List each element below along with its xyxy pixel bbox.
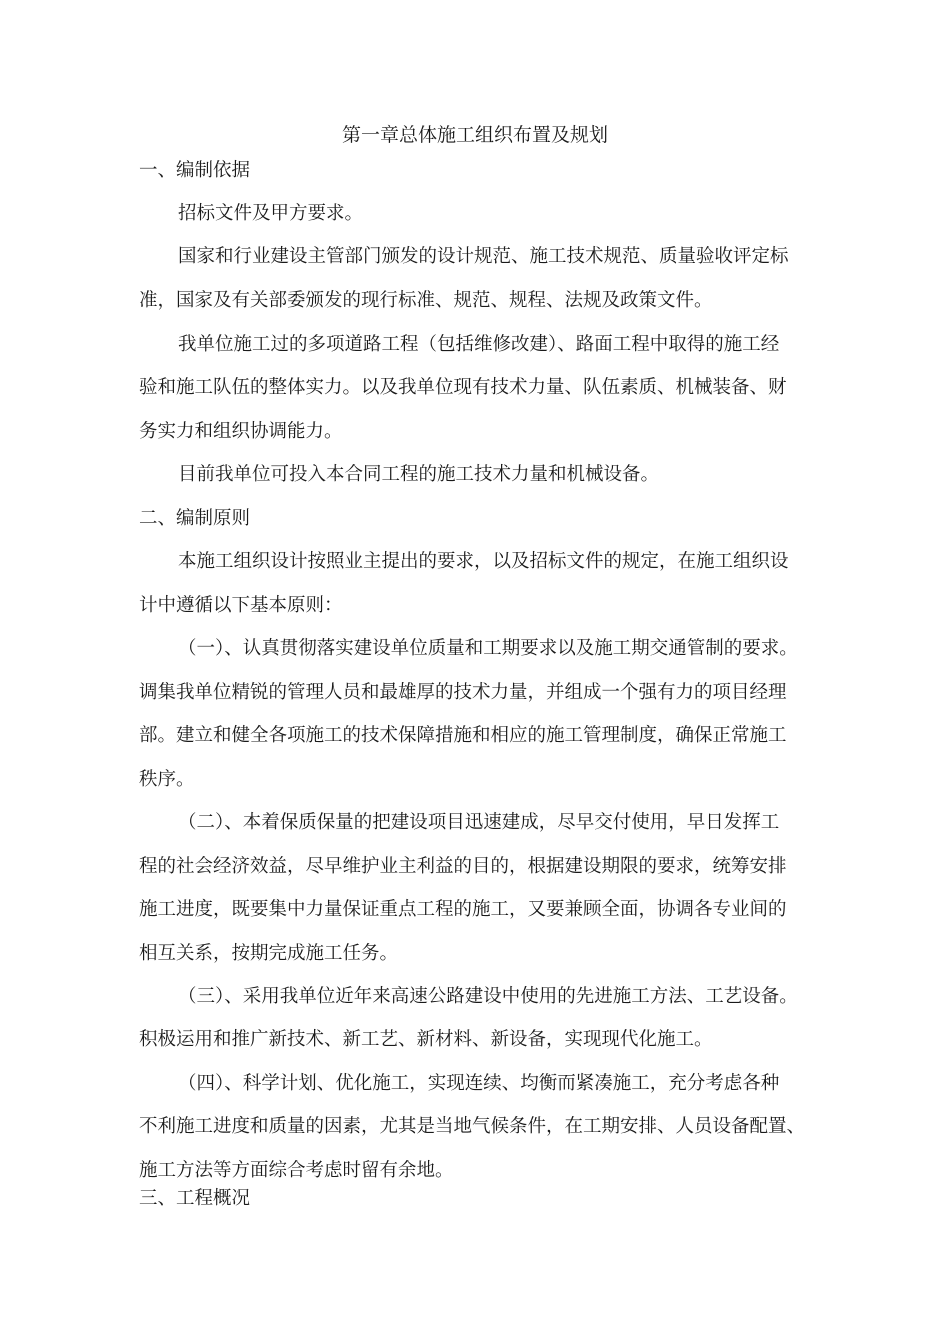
- paragraph-line: 积极运用和推广新技术、新工艺、新材料、新设备，实现现代化施工。: [139, 1029, 713, 1050]
- paragraph-line: 目前我单位可投入本合同工程的施工技术力量和机械设备。: [178, 464, 660, 485]
- section-heading-basis: 一、编制依据: [139, 160, 251, 181]
- paragraph-line: 调集我单位精锐的管理人员和最雄厚的技术力量，并组成一个强有力的项目经理: [139, 682, 787, 703]
- paragraph-line: 部。建立和健全各项施工的技术保障措施和相应的施工管理制度，确保正常施工: [139, 725, 787, 746]
- paragraph-line: （一）、认真贯彻落实建设单位质量和工期要求以及施工期交通管制的要求。: [178, 638, 798, 659]
- paragraph-line: （四）、科学计划、优化施工，实现连续、均衡而紧凑施工，充分考虑各种: [178, 1073, 780, 1094]
- paragraph-line: 秩序。: [139, 769, 195, 790]
- section-heading-overview: 三、工程概况: [139, 1188, 251, 1209]
- paragraph-line: 招标文件及甲方要求。: [178, 203, 364, 224]
- paragraph-line: 程的社会经济效益，尽早维护业主利益的目的，根据建设期限的要求，统筹安排: [139, 856, 787, 877]
- paragraph-line: 我单位施工过的多项道路工程（包括维修改建）、路面工程中取得的施工经: [178, 334, 780, 355]
- paragraph-line: 计中遵循以下基本原则：: [139, 595, 343, 616]
- paragraph-line: 本施工组织设计按照业主提出的要求，以及招标文件的规定，在施工组织设: [178, 551, 789, 572]
- chapter-title: 第一章总体施工组织布置及规划: [341, 124, 608, 146]
- paragraph-line: （二）、本着保质保量的把建设项目迅速建成，尽早交付使用，早日发挥工: [178, 812, 780, 833]
- paragraph-line: 验和施工队伍的整体实力。以及我单位现有技术力量、队伍素质、机械装备、财: [139, 377, 787, 398]
- paragraph-line: 务实力和组织协调能力。: [139, 421, 343, 442]
- paragraph-line: 不利施工进度和质量的因素，尤其是当地气候条件，在工期安排、人员设备配置、: [139, 1116, 806, 1137]
- paragraph-line: （三）、采用我单位近年来高速公路建设中使用的先进施工方法、工艺设备。: [178, 986, 798, 1007]
- paragraph-line: 施工方法等方面综合考虑时留有余地。: [139, 1160, 454, 1181]
- section-heading-principles: 二、编制原则: [139, 508, 251, 529]
- paragraph-line: 准，国家及有关部委颁发的现行标准、规范、规程、法规及政策文件。: [139, 290, 713, 311]
- paragraph-line: 相互关系，按期完成施工任务。: [139, 943, 399, 964]
- paragraph-line: 施工进度，既要集中力量保证重点工程的施工，又要兼顾全面，协调各专业间的: [139, 899, 787, 920]
- paragraph-line: 国家和行业建设主管部门颁发的设计规范、施工技术规范、质量验收评定标: [178, 246, 789, 267]
